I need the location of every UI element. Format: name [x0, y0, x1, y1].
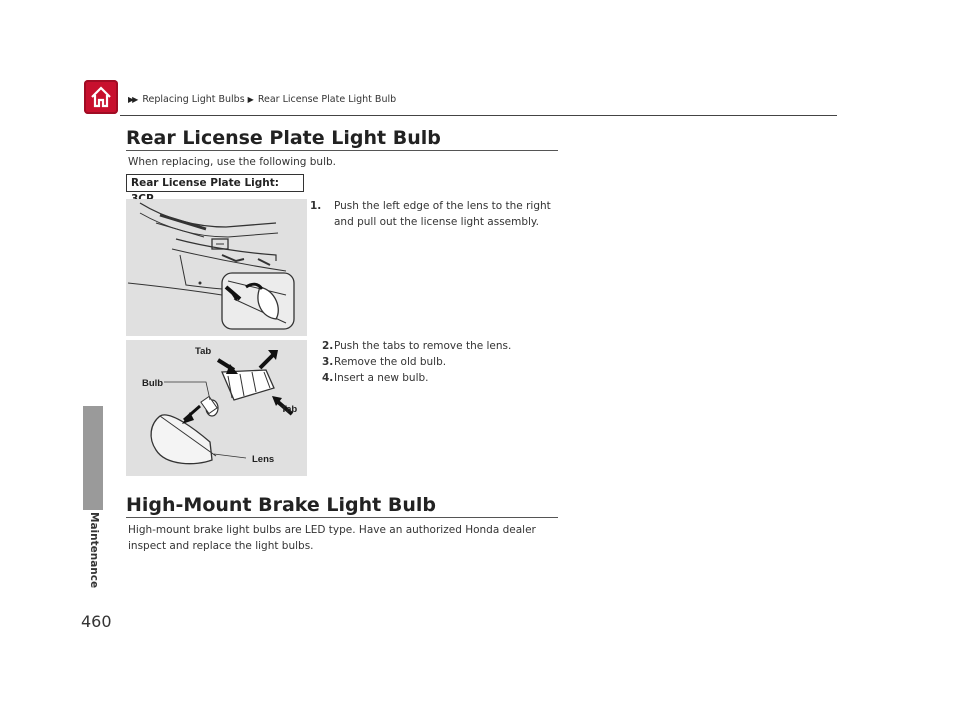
- label-bulb: Bulb: [142, 378, 164, 389]
- step-4: [322, 370, 558, 386]
- section-intro: When replacing, use the following bulb.: [128, 156, 337, 168]
- step-3: [322, 354, 558, 370]
- home-icon: [89, 85, 113, 109]
- section-title-license-plate: Rear License Plate Light Bulb: [126, 127, 441, 149]
- section-title-divider: [126, 517, 558, 518]
- step-1: [310, 198, 570, 230]
- high-mount-description: High-mount brake light bulbs are LED type. Have an authorized Honda dealer inspect and replace the light bulbs.: [128, 524, 536, 552]
- sidebar-chapter-label: Maintenance: [88, 512, 100, 589]
- section-title-high-mount: High-Mount Brake Light Bulb: [126, 494, 437, 516]
- sidebar-chapter-tab[interactable]: [83, 406, 103, 510]
- step-text: Push the tabs to remove the lens.: [334, 340, 512, 352]
- bulb-spec-box: Rear License Plate Light:: [126, 174, 304, 192]
- breadcrumb: [128, 94, 396, 105]
- section-title-divider: [126, 150, 558, 151]
- label-lens: Lens: [252, 454, 275, 465]
- header-divider: [120, 115, 837, 116]
- bulb-removal-figure: [126, 340, 307, 476]
- step-number: 4.: [322, 372, 334, 384]
- label-tab-top: Tab: [195, 346, 212, 357]
- step-text: Remove the old bulb.: [334, 356, 447, 368]
- step-number: 1.: [310, 200, 322, 212]
- triangle-right-icon: ▶: [247, 95, 252, 104]
- double-triangle-right-icon: ▶▶: [128, 95, 137, 104]
- breadcrumb-item-replacing-light-bulbs[interactable]: Replacing Light Bulbs: [142, 94, 245, 105]
- step-text: Push the left edge of the lens to the right and pull out the license light assembly.: [334, 200, 551, 228]
- label-tab-right: Tab: [281, 404, 298, 415]
- home-button[interactable]: [84, 80, 118, 114]
- page-number: 460: [81, 612, 112, 631]
- step-text: Insert a new bulb.: [334, 372, 429, 384]
- breadcrumb-item-rear-license-plate-light-bulb[interactable]: Rear License Plate Light Bulb: [257, 94, 397, 105]
- step-number: 3.: [322, 356, 334, 368]
- step-2: [322, 338, 558, 354]
- step-number: 2.: [322, 340, 334, 352]
- license-light-assembly-figure: [126, 199, 307, 336]
